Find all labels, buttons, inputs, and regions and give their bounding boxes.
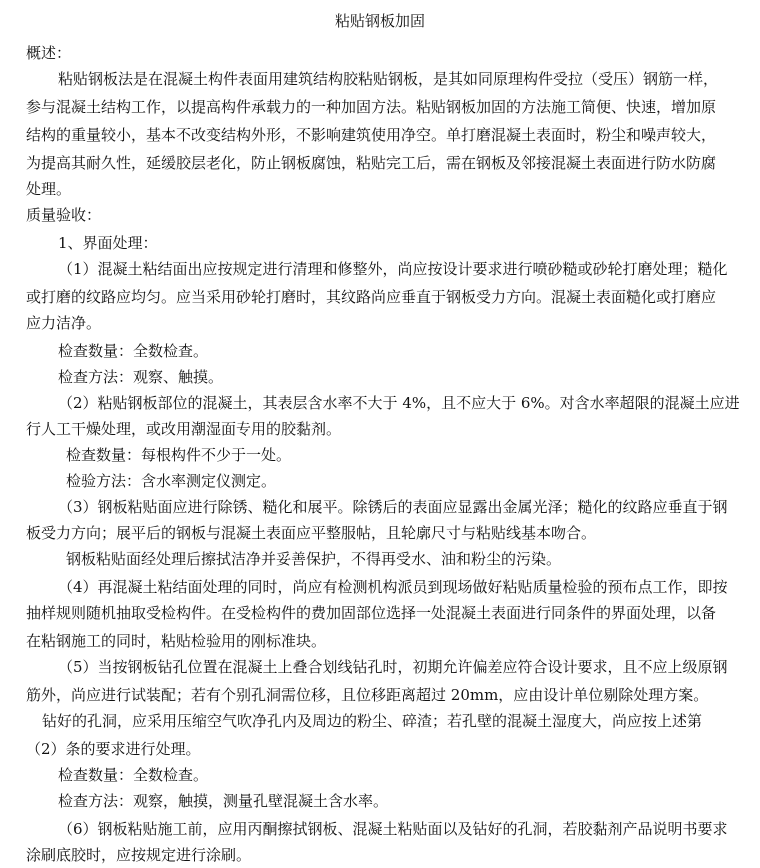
paragraph-line: 参与混凝土结构工作，以提高构件承载力的一种加固方法。粘贴钢板加固的方法施工简便、快速，增加原 — [26, 98, 717, 116]
paragraph-line: 为提高其耐久性，延缓胶层老化，防止钢板腐蚀，粘贴完工后，需在钢板及邻接混凝土表面进行防水防腐 — [26, 154, 717, 172]
inspection-quantity: 检查数量：全数检查。 — [58, 766, 209, 784]
heading-overview: 概述： — [26, 44, 72, 62]
paragraph-line: 粘贴钢板法是在混凝土构件表面用建筑结构胶粘贴钢板，是其如同原理构件受拉（受压）钢筋一样， — [58, 70, 719, 88]
paragraph-line: 钻好的孔洞，应采用压缩空气吹净孔内及周边的粉尘、碎渣；若孔壁的混凝土湿度大，尚应按上述第 — [42, 712, 703, 730]
paragraph-line: （5）当按钢板钻孔位置在混凝土上叠合划线钻孔时，初期允许偏差应符合设计要求，且不应上级原钢 — [58, 658, 728, 676]
paragraph-line: （3）钢板粘贴面应进行除锈、糙化和展平。除锈后的表面应显露出金属光泽；糙化的纹路应垂直于钢 — [58, 498, 728, 516]
paragraph-line: 板受力方向；展平后的钢板与混凝土表面应平整服帖，且轮廓尺寸与粘贴线基本吻合。 — [26, 524, 597, 542]
paragraph-line: （6）钢板粘贴施工前，应用丙酮擦拭钢板、混凝土粘贴面以及钻好的孔洞，若胶黏剂产品说明书要求 — [58, 820, 728, 838]
inspection-quantity: 检查数量：每根构件不少于一处。 — [66, 446, 292, 464]
paragraph-line: 行人工干燥处理，或改用潮湿面专用的胶黏剂。 — [26, 420, 342, 438]
heading-quality-acceptance: 质量验收： — [26, 206, 102, 224]
paragraph-line: 结构的重量较小，基本不改变结构外形，不影响建筑使用净空。单打磨混凝土表面时，粉尘和噪声较大， — [26, 126, 717, 144]
paragraph-line: 涂刷底胶时，应按规定进行涂刷。 — [26, 846, 252, 864]
paragraph-line: 处理。 — [26, 180, 72, 198]
subheading-interface: 1、界面处理： — [58, 234, 158, 252]
inspection-method: 检查方法：观察，触摸，测量孔壁混凝土含水率。 — [58, 792, 389, 810]
paragraph-line: （2）粘贴钢板部位的混凝土，其表层含水率不大于 4%，且不应大于 6%。对含水率超限的混凝土应进 — [58, 394, 740, 412]
paragraph-line: 或打磨的纹路应均匀。应当采用砂轮打磨时，其纹路尚应垂直于钢板受力方向。混凝土表面糙化或打磨应 — [26, 288, 717, 306]
document-title: 粘贴钢板加固 — [334, 12, 425, 30]
paragraph-line: （1）混凝土粘结面出应按规定进行清理和修整外，尚应按设计要求进行喷砂糙或砂轮打磨处理；糙化 — [58, 260, 728, 278]
inspection-quantity: 检查数量：全数检查。 — [58, 342, 209, 360]
paragraph-line: 筋外，尚应进行试装配；若有个别孔洞需位移，且位移距离超过 20mm，应由设计单位剔除处理方案。 — [26, 686, 709, 704]
paragraph-line: 应力洁净。 — [26, 314, 102, 332]
paragraph-line: （2）条的要求进行处理。 — [26, 740, 201, 758]
inspection-method: 检验方法：含水率测定仪测定。 — [66, 472, 277, 490]
paragraph-line: 抽样规则随机抽取受检构件。在受检构件的费加固部位选择一处混凝土表面进行同条件的界面处理，以备 — [26, 604, 717, 622]
paragraph-line: （4）再混凝土粘结面处理的同时，尚应有检测机构派员到现场做好粘贴质量检验的预布点工作，即按 — [58, 578, 728, 596]
paragraph-line: 钢板粘贴面经处理后擦拭洁净并妥善保护，不得再受水、油和粉尘的污染。 — [66, 550, 562, 568]
paragraph-line: 在粘钢施工的同时，粘贴检验用的刚标准块。 — [26, 632, 327, 650]
inspection-method: 检查方法：观察、触摸。 — [58, 368, 224, 386]
